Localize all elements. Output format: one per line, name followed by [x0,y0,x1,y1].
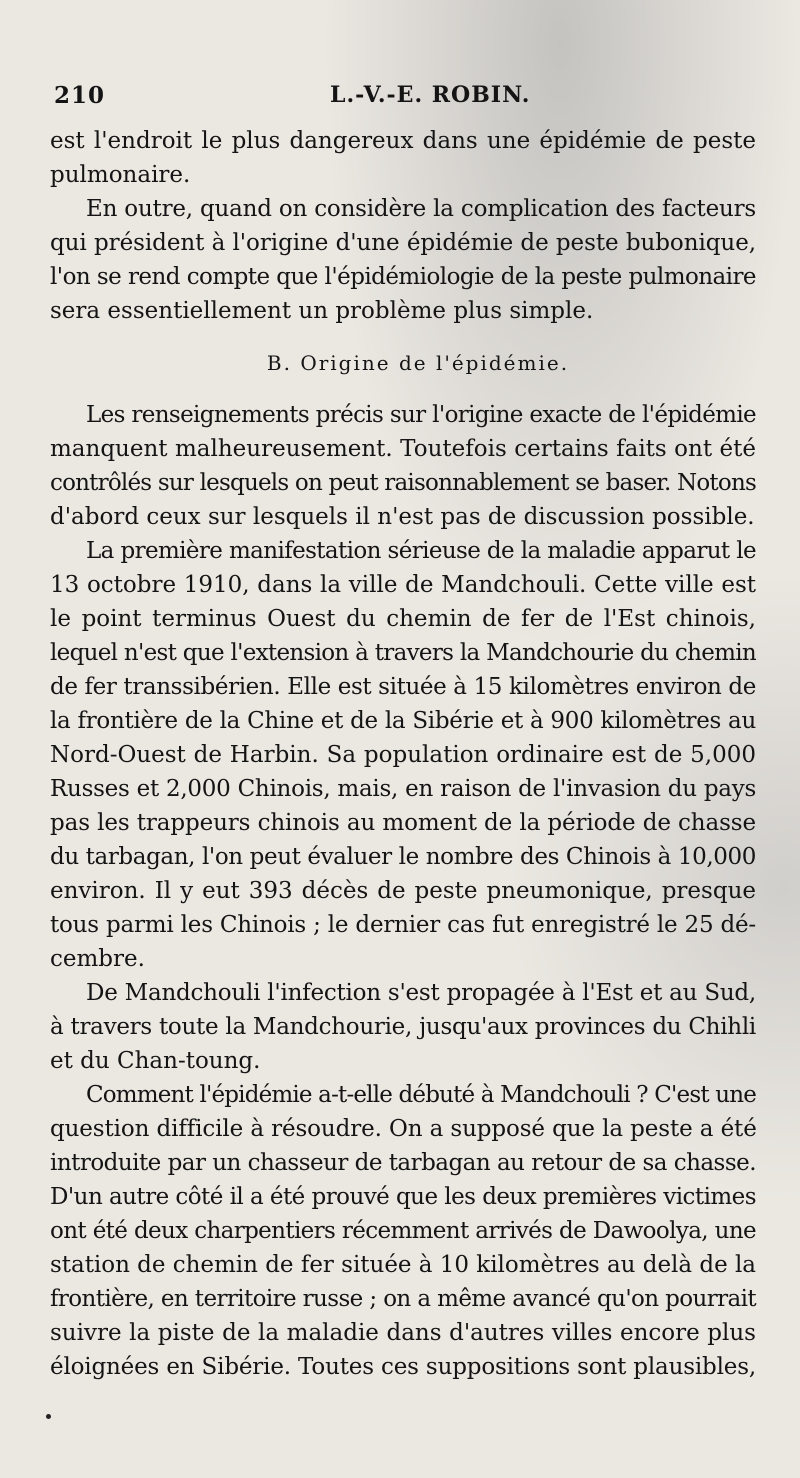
text-line: D'un autre côté il a été prouvé que les deux premières victimes [50,1184,756,1210]
text-line: cembre. [50,946,145,972]
text-line: manquent malheureusement. Toutefois certains faits ont été [50,436,756,462]
text-line: d'abord ceux sur lesquels il n'est pas de discussion possible. [50,504,755,530]
text-line: la frontière de la Chine et de la Sibérie et à 900 kilomètres au [50,708,756,734]
text-line: 13 octobre 1910, dans la ville de Mandchouli. Cette ville est [50,572,756,598]
text-line: et du Chan-toung. [50,1048,261,1074]
text-line: sera essentiellement un problème plus simple. [50,298,594,324]
text-line: question difficile à résoudre. On a supposé que la peste a été [50,1116,757,1142]
page-number: 210 [54,82,106,109]
text-line: De Mandchouli l'infection s'est propagée à l'Est et au Sud, [86,980,756,1006]
text-line: du tarbagan, l'on peut évaluer le nombre des Chinois à 10,000 [50,844,756,870]
text-line: En outre, quand on considère la complication des facteurs [86,196,756,222]
text-line: station de chemin de fer située à 10 kilomètres au delà de la [50,1252,756,1278]
text-line: tous parmi les Chinois ; le dernier cas fut enregistré le 25 dé- [50,912,756,938]
text-line: à travers toute la Mandchourie, jusqu'aux provinces du Chihli [50,1014,756,1040]
text-line: environ. Il y eut 393 décès de peste pneumonique, presque [50,878,756,904]
text-line: le point terminus Ouest du chemin de fer de l'Est chinois, [50,606,756,632]
text-line: l'on se rend compte que l'épidémiologie de la peste pulmonaire [50,264,756,290]
page-header [54,82,754,116]
text-line: introduite par un chasseur de tarbagan au retour de sa chasse. [50,1150,756,1176]
text-line: pulmonaire. [50,162,191,188]
text-line: qui président à l'origine d'une épidémie de peste bubonique, [50,230,756,256]
text-line: suivre la piste de la maladie dans d'autres villes encore plus [50,1320,756,1346]
text-line: contrôlés sur lesquels on peut raisonnablement se baser. Notons [50,470,756,496]
text-line: pas les trappeurs chinois au moment de la période de chasse [50,810,756,836]
text-line: de fer transsibérien. Elle est située à 15 kilomètres environ de [50,674,756,700]
text-line: lequel n'est que l'extension à travers la Mandchourie du chemin [50,640,756,666]
text-line: Les renseignements précis sur l'origine exacte de l'épidémie [86,402,757,428]
ink-speck [46,1414,51,1419]
text-line: Nord-Ouest de Harbin. Sa population ordinaire est de 5,000 [50,742,756,768]
text-line: La première manifestation sérieuse de la maladie apparut le [86,538,756,564]
section-heading: B. Origine de l'épidémie. [266,351,570,375]
text-line: frontière, en territoire russe ; on a même avancé qu'on pourrait [50,1286,756,1312]
running-head: L.-V.-E. ROBIN. [330,82,531,108]
text-line: ont été deux charpentiers récemment arrivés de Dawoolya, une [50,1218,756,1244]
text-line: éloignées en Sibérie. Toutes ces suppositions sont plausibles, [50,1354,756,1380]
text-line: est l'endroit le plus dangereux dans une épidémie de peste [50,128,756,154]
text-line: Comment l'épidémie a-t-elle débuté à Mandchouli ? C'est une [86,1082,756,1108]
body-text [50,124,756,1384]
text-line: Russes et 2,000 Chinois, mais, en raison de l'invasion du pays [50,776,756,802]
